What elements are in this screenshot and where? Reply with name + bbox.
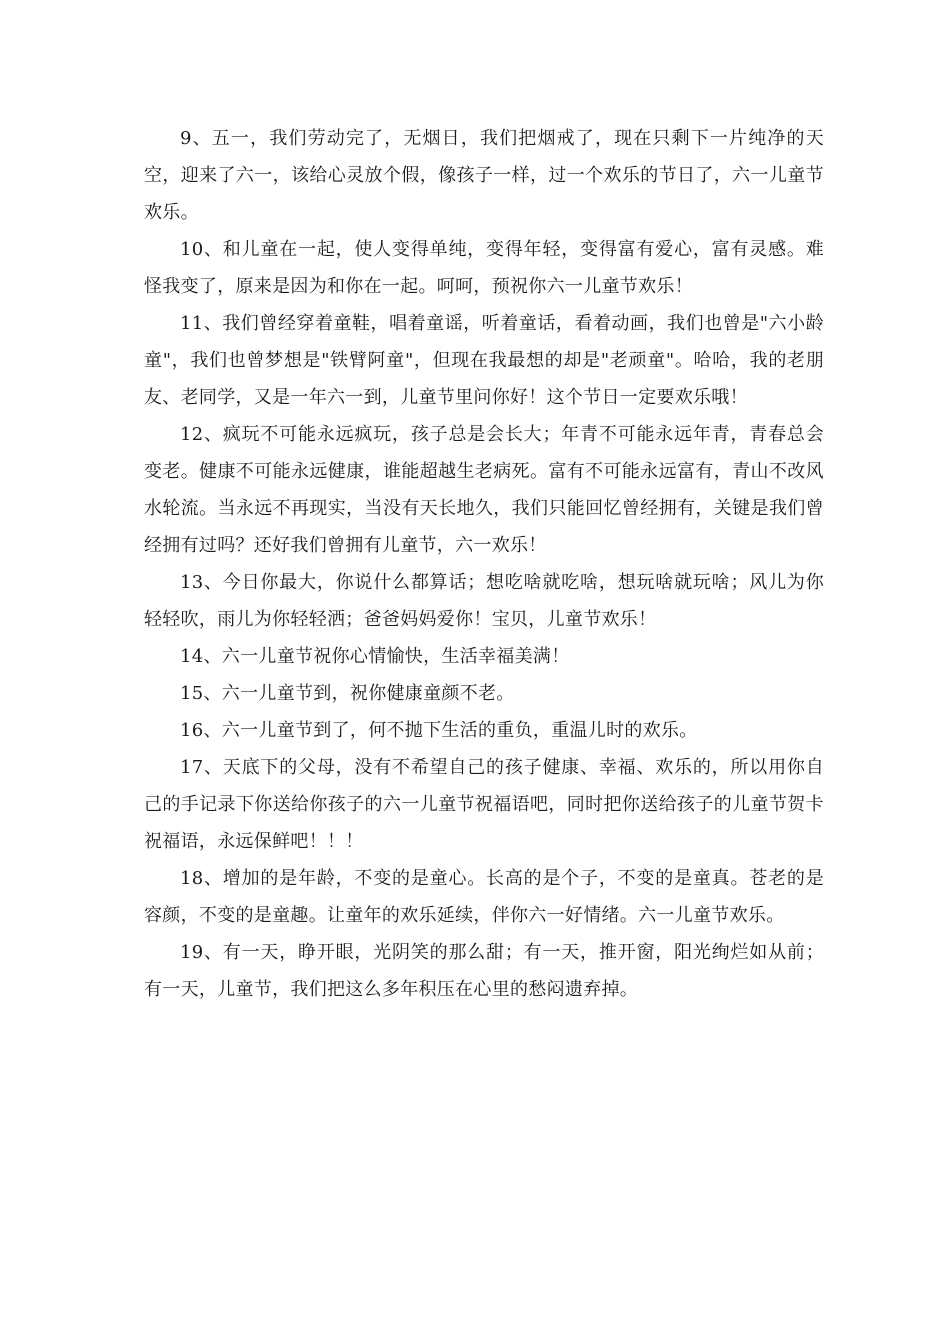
paragraph-19: 19、有一天，睁开眼，光阴笑的那么甜；有一天，推开窗，阳光绚烂如从前；有一天，儿童节，我们把这么多年积压在心里的愁闷遗弃掉。 — [144, 942, 824, 1000]
paragraph-15: 15、六一儿童节到，祝你健康童颜不老。 — [180, 683, 515, 704]
document-body — [144, 120, 824, 1008]
paragraph-12: 12、疯玩不可能永远疯玩，孩子总是会长大；年青不可能永远年青，青春总会变老。健康不可能永远健康，谁能超越生老病死。富有不可能永远富有，青山不改风水轮流。当永远不再现实，当没有天长地久，我们只能回忆曾经拥有，关键是我们曾经拥有过吗？还好我们曾拥有儿童节，六一欢乐！ — [144, 424, 824, 556]
paragraph-14: 14、六一儿童节祝你心情愉快，生活幸福美满！ — [180, 646, 570, 667]
paragraph-16: 16、六一儿童节到了，何不抛下生活的重负，重温儿时的欢乐。 — [180, 720, 698, 741]
paragraph-9: 9、五一，我们劳动完了，无烟日，我们把烟戒了，现在只剩下一片纯净的天空，迎来了六一，该给心灵放个假，像孩子一样，过一个欢乐的节日了，六一儿童节欢乐。 — [144, 128, 824, 223]
paragraph-13: 13、今日你最大，你说什么都算话；想吃啥就吃啥，想玩啥就玩啥；风儿为你轻轻吹，雨儿为你轻轻洒；爸爸妈妈爱你！宝贝，儿童节欢乐！ — [144, 572, 824, 630]
paragraph-11: 11、我们曾经穿着童鞋，唱着童谣，听着童话，看着动画，我们也曾是"六小龄童"，我们也曾梦想是"铁臂阿童"，但现在我最想的却是"老顽童"。哈哈，我的老朋友、老同学，又是一年六一到，儿童节里问你好！这个节日一定要欢乐哦！ — [144, 313, 824, 408]
paragraph-18: 18、增加的是年龄，不变的是童心。长高的是个子，不变的是童真。苍老的是容颜，不变的是童趣。让童年的欢乐延续，伴你六一好情绪。六一儿童节欢乐。 — [144, 868, 824, 926]
paragraph-10: 10、和儿童在一起，使人变得单纯，变得年轻，变得富有爱心，富有灵感。难怪我变了，原来是因为和你在一起。呵呵，预祝你六一儿童节欢乐！ — [144, 239, 824, 297]
paragraph-17: 17、天底下的父母，没有不希望自己的孩子健康、幸福、欢乐的，所以用你自己的手记录下你送给你孩子的六一儿童节祝福语吧，同时把你送给孩子的儿童节贺卡祝福语，永远保鲜吧！！！ — [144, 757, 824, 852]
